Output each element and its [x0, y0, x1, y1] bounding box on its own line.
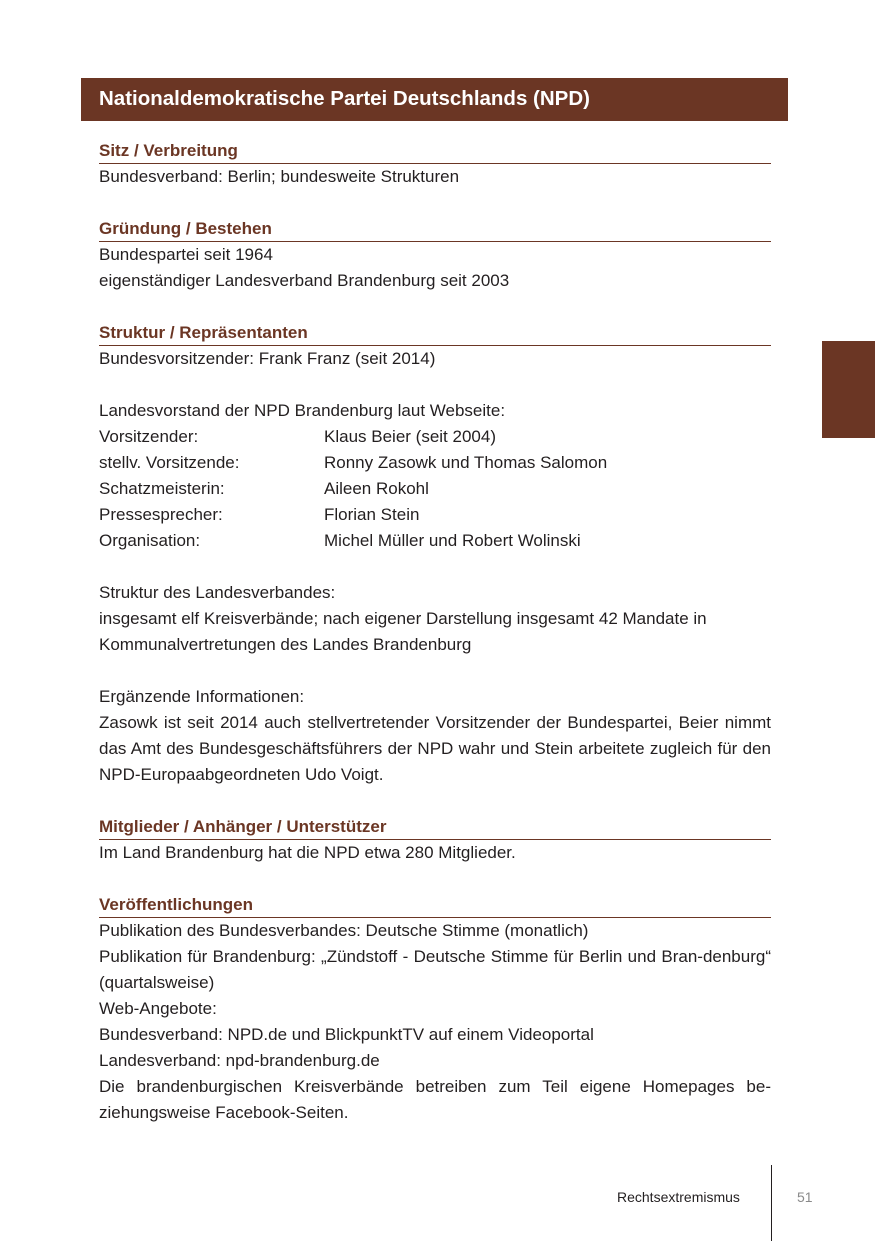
content	[99, 138, 771, 1152]
footer-label: Rechtsextremismus	[617, 1189, 740, 1205]
paragraph: Die brandenburgischen Kreisverbände betreiben zum Teil eigene Homepages be-ziehungsweise Facebook-Seiten.	[99, 1077, 771, 1122]
section-veroeffentlichungen	[99, 892, 771, 1126]
text-line: Publikation des Bundesverbandes: Deutsche Stimme (monatlich)	[99, 921, 589, 940]
paragraph: Zasowk ist seit 2014 auch stellvertretender Vorsitzender der Bundespartei, Beier nimmt das Amt des Bundesgeschäftsführers der NPD wahr und Stein arbeitete zugleich für den NPD-Europaabgeordneten Udo Voigt.	[99, 713, 771, 784]
text-line: Im Land Brandenburg hat die NPD etwa 280 Mitglieder.	[99, 843, 516, 862]
board-role: Schatzmeisterin:	[99, 479, 225, 498]
text-line: Bundesverband: Berlin; bundesweite Strukturen	[99, 167, 460, 186]
board-row	[99, 450, 771, 476]
board-name: Aileen Rokohl	[324, 479, 429, 498]
footer-divider	[771, 1165, 772, 1241]
section-heading: Mitglieder / Anhänger / Unterstützer	[99, 814, 771, 840]
board-row	[99, 476, 771, 502]
section-mitglieder	[99, 814, 771, 866]
board-name: Michel Müller und Robert Wolinski	[324, 531, 581, 550]
section-sitz	[99, 138, 771, 190]
board-role: Organisation:	[99, 531, 201, 550]
paragraph: insgesamt elf Kreisverbände; nach eigener Darstellung insgesamt 42 Mandate in Kommunalvertretungen des Landes Brandenburg	[99, 609, 707, 654]
board-role: Vorsitzender:	[99, 427, 199, 446]
section-heading: Veröffentlichungen	[99, 892, 771, 918]
text-line: Landesvorstand der NPD Brandenburg laut Webseite:	[99, 401, 506, 420]
text-line: Struktur des Landesverbandes:	[99, 583, 336, 602]
section-heading: Gründung / Bestehen	[99, 216, 771, 242]
text-line: Bundesvorsitzender: Frank Franz (seit 2014)	[99, 349, 436, 368]
page-title: Nationaldemokratische Partei Deutschlands (NPD)	[99, 87, 590, 110]
chapter-tab	[822, 341, 875, 438]
board-name: Florian Stein	[324, 505, 420, 524]
text-line: Bundespartei seit 1964	[99, 245, 273, 264]
text-line: Web-Angebote:	[99, 999, 217, 1018]
text-line: Landesverband: npd-brandenburg.de	[99, 1051, 380, 1070]
board-name: Klaus Beier (seit 2004)	[324, 427, 496, 446]
board-row	[99, 528, 771, 554]
board-row	[99, 502, 771, 528]
board-name: Ronny Zasowk und Thomas Salomon	[324, 453, 608, 472]
section-heading: Sitz / Verbreitung	[99, 138, 771, 164]
board-role: Pressesprecher:	[99, 505, 223, 524]
board-row	[99, 424, 771, 450]
board-role: stellv. Vorsitzende:	[99, 453, 240, 472]
text-line: eigenständiger Landesverband Brandenburg seit 2003	[99, 271, 510, 290]
page-number: 51	[797, 1189, 813, 1205]
section-heading: Struktur / Repräsentanten	[99, 320, 771, 346]
text-line: Ergänzende Informationen:	[99, 687, 305, 706]
text-line: Bundesverband: NPD.de und BlickpunktTV auf einem Videoportal	[99, 1025, 594, 1044]
section-struktur	[99, 320, 771, 788]
section-gruendung	[99, 216, 771, 294]
title-bar	[81, 78, 788, 121]
paragraph: Publikation für Brandenburg: „Zündstoff - Deutsche Stimme für Berlin und Bran-denburg“ (quartalsweise)	[99, 947, 771, 992]
